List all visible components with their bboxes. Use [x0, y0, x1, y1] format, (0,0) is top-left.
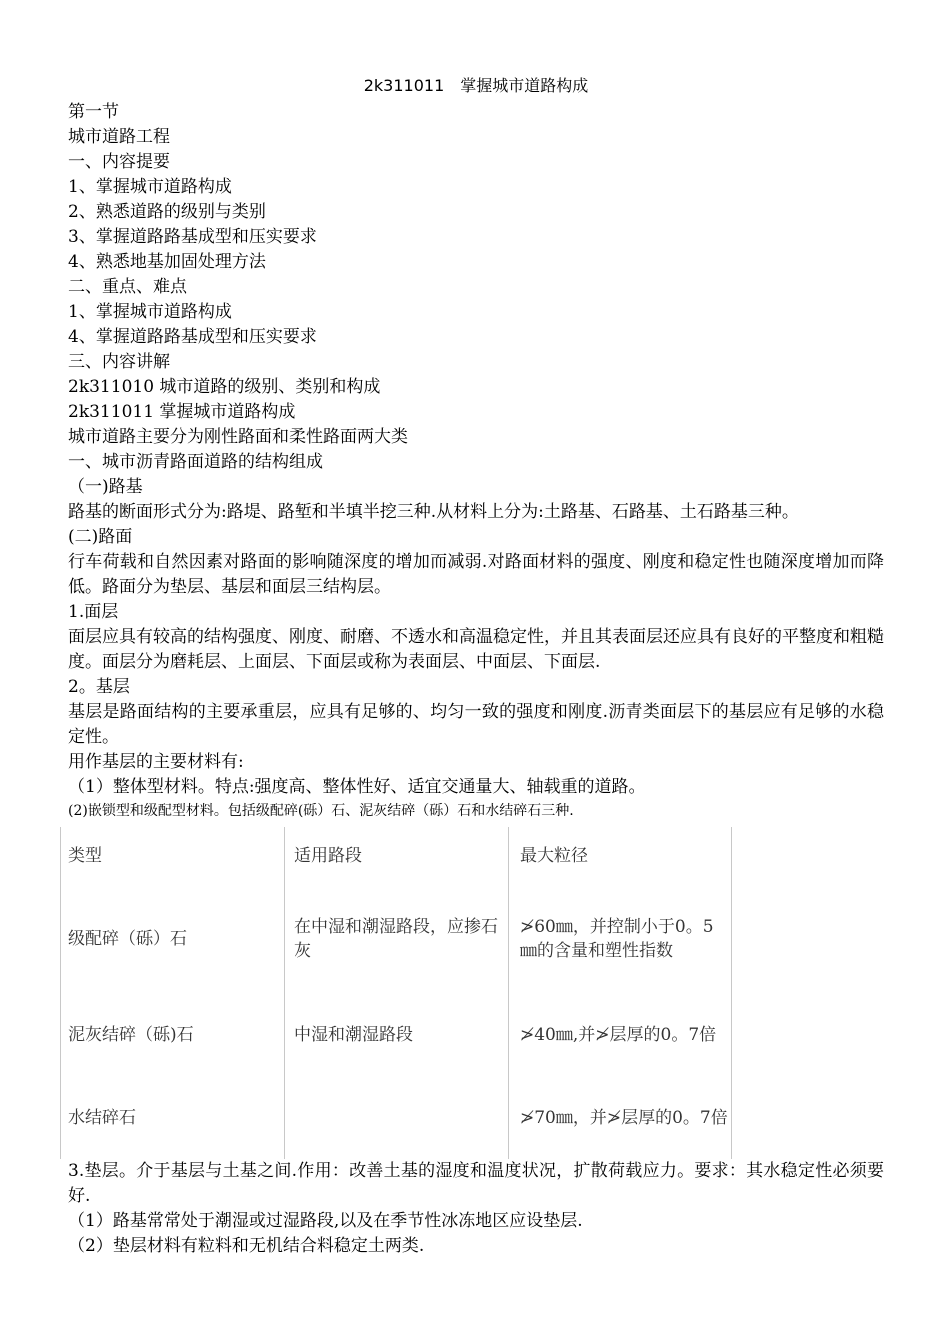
table-cell: 中湿和潮湿路段 [294, 1025, 413, 1045]
paragraph-cushion-layer: 3.垫层。介于基层与土基之间.作用：改善土基的湿度和温度状况，扩散荷载应力。要求：其水稳定性必须要好. [68, 1161, 884, 1206]
document-page [68, 74, 884, 1259]
text-line: 城市道路主要分为刚性路面和柔性路面两大类 [68, 427, 408, 447]
text-line: 1、掌握城市道路构成 [68, 302, 232, 322]
text-line: 城市道路工程 [68, 127, 170, 147]
table-row [60, 1077, 738, 1159]
text-line: 一、内容提要 [68, 152, 170, 172]
table-cell: 泥灰结碎（砾)石 [68, 1025, 194, 1045]
table-cell: ≯60㎜，并控制小于0。5㎜的含量和塑性指数 [520, 917, 714, 961]
table-row [60, 885, 738, 993]
paragraph-base-layer: 基层是路面结构的主要承重层，应具有足够的、均匀一致的强度和刚度.沥青类面层下的基层应有足够的水稳定性。 [68, 702, 884, 747]
text-line: （1）路基常常处于潮湿或过湿路段,以及在季节性冰冻地区应设垫层. [68, 1211, 583, 1231]
text-line: 3、掌握道路路基成型和压实要求 [68, 227, 317, 247]
materials-table [60, 827, 732, 1159]
table-cell: ≯40㎜,并≯层厚的0。7倍 [520, 1025, 717, 1045]
table-cell [286, 1077, 512, 1159]
text-line: (2)嵌锁型和级配型材料。包括级配碎(砾）石、泥灰结碎（砾）石和水结碎石三种. [68, 803, 574, 819]
paragraph-subgrade: 路基的断面形式分为:路堤、路堑和半填半挖三种.从材料上分为:土路基、石路基、土石路基三种。 [68, 502, 799, 522]
text-line: 用作基层的主要材料有: [68, 752, 244, 772]
heading-surface-layer: 1.面层 [68, 602, 119, 622]
text-line: 2k311010 城市道路的级别、类别和构成 [68, 377, 381, 397]
text-line: 三、内容讲解 [68, 352, 170, 372]
table-header-row [60, 827, 738, 885]
table-cell: 在中湿和潮湿路段，应掺石灰 [294, 917, 498, 961]
text-line: （2）垫层材料有粒料和无机结合料稳定土两类. [68, 1236, 425, 1256]
text-line: （1）整体型材料。特点:强度高、整体性好、适宜交通量大、轴载重的道路。 [68, 777, 646, 797]
text-line: 2、熟悉道路的级别与类别 [68, 202, 266, 222]
table-cell: 级配碎（砾）石 [68, 929, 187, 949]
table-header-cell: 适用路段 [294, 846, 362, 866]
table-cell: ≯70㎜，并≯层厚的0。7倍 [520, 1108, 728, 1128]
table-row [60, 993, 738, 1077]
text-line: 一、城市沥青路面道路的结构组成 [68, 452, 323, 472]
paragraph-surface-layer: 面层应具有较高的结构强度、刚度、耐磨、不透水和高温稳定性，并且其表面层还应具有良好的平整度和粗糙度。面层分为磨耗层、上面层、下面层或称为表面层、中面层、下面层. [68, 627, 884, 672]
table-header-cell: 最大粒径 [520, 846, 588, 866]
text-line: 4、掌握道路路基成型和压实要求 [68, 327, 317, 347]
table-cell: 水结碎石 [68, 1108, 136, 1128]
text-line: 1、掌握城市道路构成 [68, 177, 232, 197]
text-line: 2k311011 掌握城市道路构成 [68, 402, 296, 422]
text-line: （一)路基 [68, 477, 143, 497]
text-line: 第一节 [68, 102, 119, 122]
heading-base-layer: 2。基层 [68, 677, 130, 697]
heading-pavement: (二)路面 [68, 527, 133, 547]
text-line: 4、熟悉地基加固处理方法 [68, 252, 266, 272]
paragraph-pavement: 行车荷载和自然因素对路面的影响随深度的增加而减弱.对路面材料的强度、刚度和稳定性也随深度增加而降低。路面分为垫层、基层和面层三结构层。 [68, 552, 884, 597]
text-line: 二、重点、难点 [68, 277, 187, 297]
document-title: 2k311011 掌握城市道路构成 [363, 76, 589, 95]
table-header-cell: 类型 [68, 846, 102, 866]
